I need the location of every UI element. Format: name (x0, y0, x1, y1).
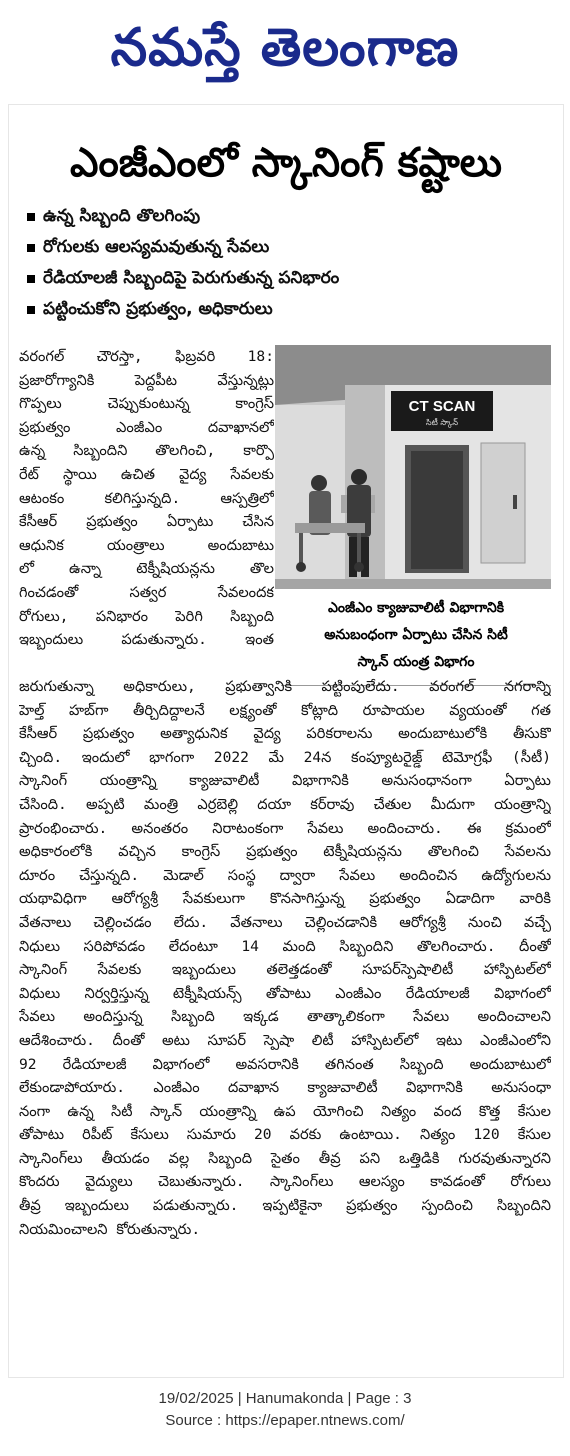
text-line: రోగులు, పనిభారం పెరిగి సిబ్బంది (19, 607, 274, 625)
text-line: హెల్త్ హబ్‌గా తీర్చిదిద్దాలనే లక్ష్యంతో కోట్లాది రూపాయల వ్యయంతో గత (19, 701, 551, 719)
bullet-text: ఉన్న సిబ్బంది తొలగింపు (43, 206, 201, 226)
bullet-square-icon (27, 213, 35, 221)
bullet-item (25, 201, 545, 232)
caption-line: అనుబంధంగా ఏర్పాటు చేసిన సిటీ (324, 627, 508, 643)
footer (0, 1388, 570, 1432)
bullet-list (25, 201, 545, 325)
text-line: చ్చింది. ఇందులో భాగంగా 2022 మే 24న కంప్యూటరైజ్డ్ టెమోగ్రఫీ (సీటీ) (19, 748, 551, 766)
text-line: లేకుండాపోయారు. ఎంజీఎం దవాఖాన క్యాజువాలిటీ విభాగానికి అనుసంధా (19, 1079, 551, 1097)
text-line: నంగా ఉన్న సిటీ స్కాన్ యంత్రాన్ని ఉప యోగించి నిత్యం వంద కొత్త కేసుల (19, 1102, 551, 1120)
text-line: గించడంతో సత్వర సేవలందక (19, 583, 274, 601)
masthead-title: నమస్తే తెలంగాణ (110, 17, 460, 78)
bullet-square-icon (27, 306, 35, 314)
bullet-item (25, 294, 545, 325)
text-line: ప్రజారోగ్యానికి పెద్దపీట వేస్తున్నట్లు (19, 371, 274, 389)
text-line: దూరం చేస్తున్నది. మెడాల్ సంస్థ ద్వారా సేవలు అందించిన ఉద్యోగులను (19, 866, 551, 884)
text-line: తీవ్ర ఇబ్బందులు పడుతున్నారు. ఇప్పటికైనా ప్రభుత్వం స్పందించి సిబ్బందిని (19, 1197, 551, 1215)
bullet-text: రోగులకు ఆలస్యమవుతున్న సేవలు (43, 237, 270, 257)
ct-scan-photo (275, 345, 551, 589)
bullet-text: రేడియాలజీ సిబ్బందిపై పెరుగుతున్న పనిభారం (43, 268, 340, 288)
text-line: వరంగల్ చౌరస్తా, ఫిబ్రవరి 18: (19, 348, 274, 365)
text-line: కొందరు వైద్యులు చెబుతున్నారు. స్కానింగ్‌లు ఆలస్యం కావడంతో రోగులు (19, 1173, 551, 1191)
article-headline: ఎంజీఎంలో స్కానింగ్ కష్టాలు (70, 140, 502, 186)
ct-scan-room-image (275, 345, 551, 589)
text-line: ఆదేశించారు. దీంతో అటు సూపర్ స్పెషా లిటీ హాస్పిటల్‌లో ఇటు ఎంజీఎంలోని (19, 1031, 551, 1049)
text-line: రేట్ స్థాయి ఉచిత వైద్య సేవలకు (19, 465, 274, 483)
text-line: విధులు నిర్వర్తిస్తున్న టెక్నీషియన్స్ తోపాటు ఎంజీఎం రేడియాలజీ విభాగంలో (19, 984, 551, 1002)
masthead (0, 0, 570, 100)
text-line: తోపాటు రిపీట్ కేసులు సుమారు 20 వరకు ఉంటాయి. నిత్యం 120 కేసుల (19, 1126, 551, 1144)
text-line: ప్రారంభించారు. అనంతరం నిరాటంకంగా సేవలు అందించారు. ఈ క్రమంలో (19, 819, 551, 837)
text-line: ప్రభుత్వం ఎంజీఎం దవాఖానలో (19, 418, 274, 436)
text-line: స్కానింగ్ యంత్రాన్ని క్యాజువాలిటీ విభాగానికి అనుసంధానంగా ఏర్పాటు (19, 772, 551, 790)
text-line: సేవలు అందిస్తున్న సిబ్బంది ఇక్కడ తాత్కాలికంగా సేవలు అందించాలని (19, 1008, 551, 1026)
article-clipping (8, 104, 564, 1378)
text-line: అధికారంలోకి వచ్చిన కాంగ్రెస్ ప్రభుత్వం టెక్నీషియన్లను తొలగించి సేవలను (19, 843, 551, 861)
text-line: కేసీఆర్ ప్రభుత్వం ఏర్పాటు చేసిన (19, 513, 274, 531)
text-line: కేసీఆర్ ప్రభుత్వం అత్యాధునిక వైద్య పరికరాలను అందుబాటులోకి తీసుకొ (19, 725, 551, 743)
ct-scan-sign-title: CT SCAN (408, 398, 476, 415)
caption-line: ఎంజీఎం క్యాజువాలిటీ విభాగానికి (327, 600, 505, 616)
text-line: చేసింది. అప్పటి మంత్రి ఎర్రబెల్లి దయా కర్‌రావు చేతుల మీదుగా యంత్రాన్ని (19, 795, 551, 813)
text-line: వేతనాలు చెల్లించడం లేదు. వేతనాలు చెల్లించడానికి ఆరోగ్యశ్రీ నుంచి వచ్చే (19, 913, 551, 931)
bullet-item (25, 263, 545, 294)
text-line: యథావిధిగా ఆరోగ్యశ్రీ సేవకులుగా కొనసాగిస్తున్న ప్రభుత్వం ఏడాదిగా వారికి (19, 890, 551, 908)
text-line: జరుగుతున్నా అధికారులు, ప్రభుత్వానికి పట్టింపులేదు. వరంగల్ నగరాన్ని (19, 678, 551, 695)
bullet-text: పట్టించుకోని ప్రభుత్వం, అధికారులు (43, 299, 273, 319)
text-line: నియమించాలని కోరుతున్నారు. (19, 1220, 201, 1238)
text-line: 92 రేడియాలజీ విభాగంలో అవసరానికి తగినంత సిబ్బంది అందుబాటులో (19, 1055, 551, 1073)
ct-scan-sign-subtitle: సిటీ స్కాన్ (425, 418, 459, 427)
footer-date-line: 19/02/2025 | Hanumakonda | Page : 3 (158, 1390, 412, 1407)
text-line: ఇబ్బందులు పడుతున్నారు. ఇంత (19, 631, 274, 649)
text-line: లో ఉన్నా టెక్నీషియన్లను తొల (19, 560, 274, 578)
text-line: ఆటంకం కలిగిస్తున్నది. ఆస్పత్రిలో (19, 489, 274, 507)
footer-source-line: Source : https://epaper.ntnews.com/ (165, 1412, 405, 1429)
caption-line: స్కాన్ యంత్ర విభాగం (357, 654, 475, 670)
bullet-item (25, 232, 545, 263)
bullet-square-icon (27, 244, 35, 252)
article-left-column (19, 345, 274, 652)
text-line: ఆధునిక యంత్రాలు అందుబాటు (19, 536, 274, 554)
text-line: స్కానింగ్ సేవలకు ఇబ్బందులు తలెత్తడంతో సూపర్‌స్పెషాలిటీ హాస్పిటల్‌లో (19, 961, 551, 979)
text-line: గొప్పలు చెప్పుకుంటున్న కాంగ్రెస్ (19, 395, 274, 413)
text-line: నిధులు సరిపోవడం లేదంటూ 14 మంది సిబ్బందిని తొలగించారు. దీంతో (19, 937, 551, 955)
text-line: ఉన్న సిబ్బందిని తొలగించి, కార్పొ (19, 442, 274, 460)
article-body (19, 675, 551, 1241)
photo-caption (281, 595, 551, 676)
bullet-square-icon (27, 275, 35, 283)
text-line: స్కానింగ్‌లు తీయడం వల్ల సిబ్బంది సైతం తీవ్ర పని ఒత్తిడికి గురవుతున్నారని (19, 1149, 551, 1167)
